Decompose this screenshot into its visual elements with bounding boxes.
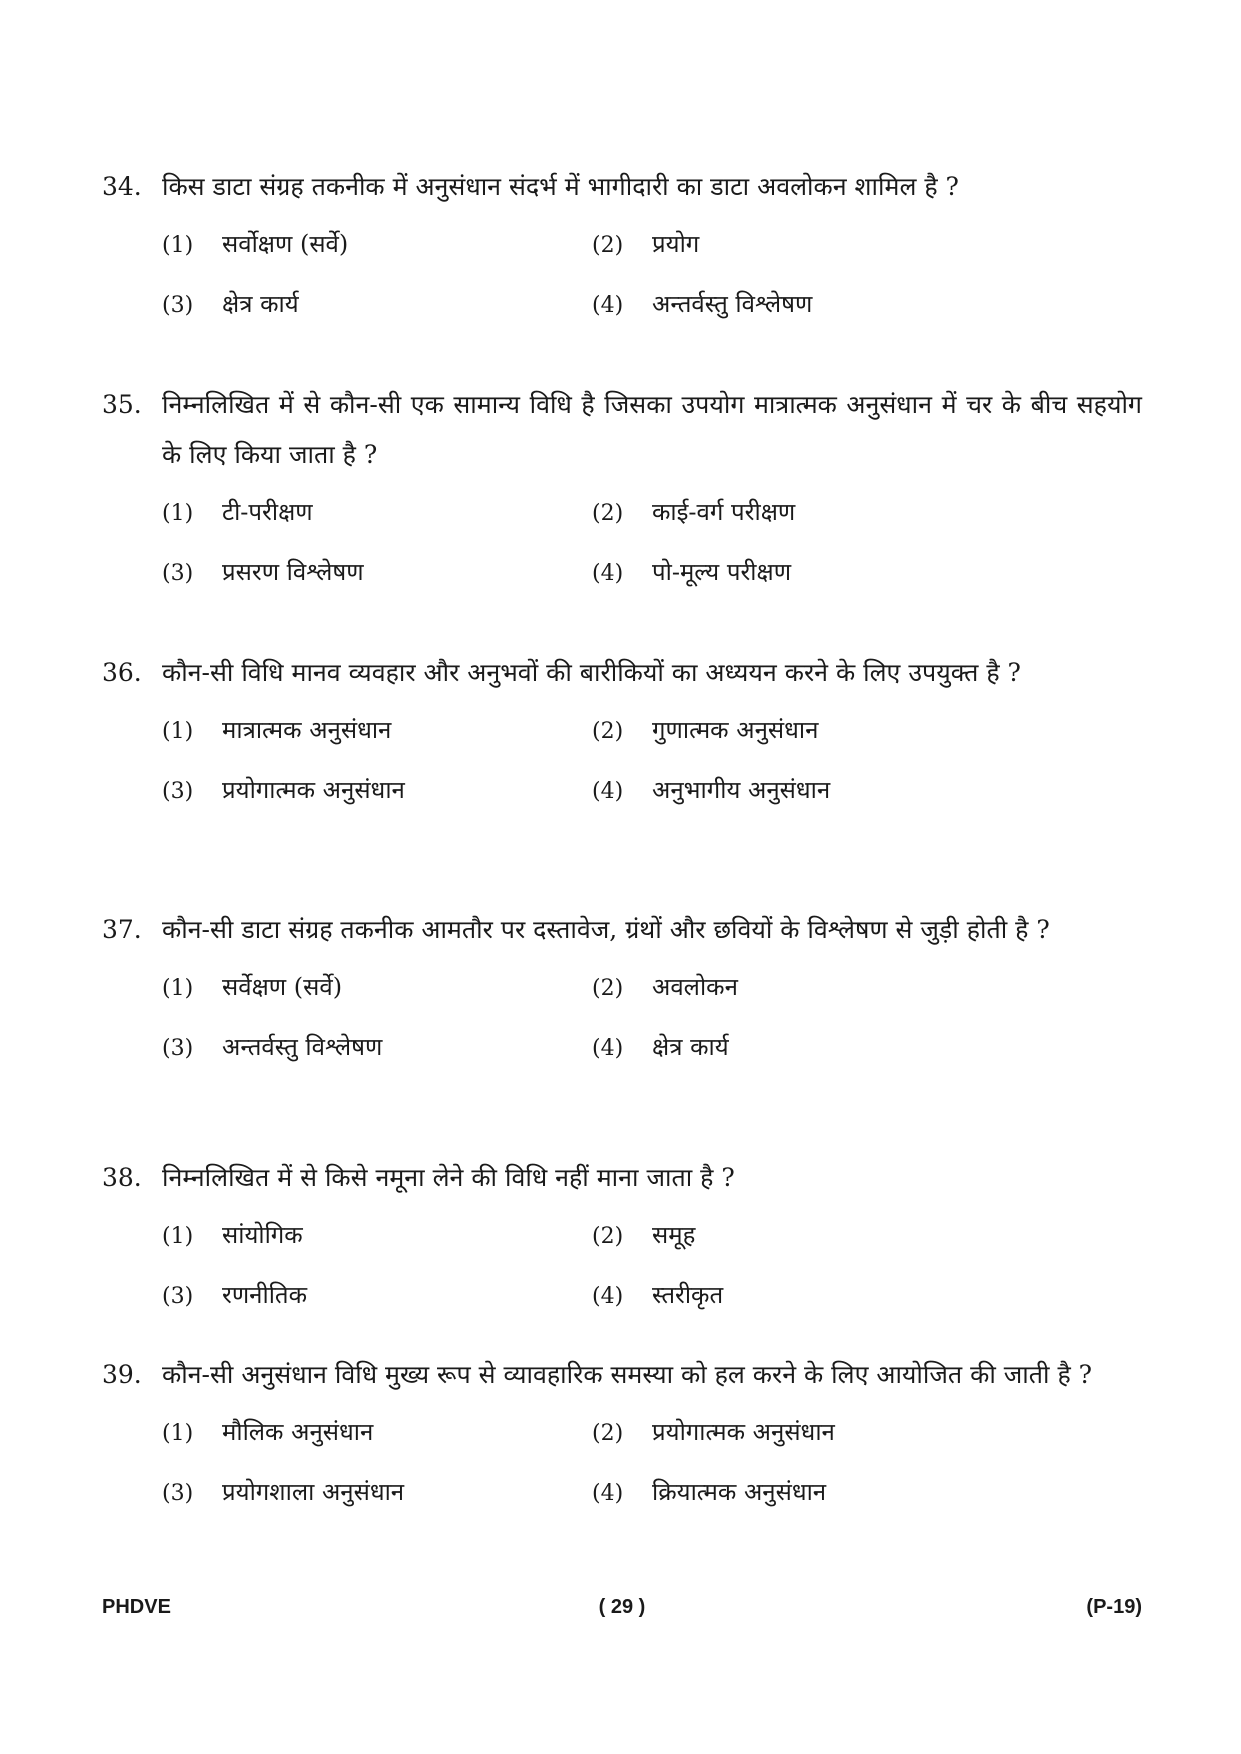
option-1 xyxy=(162,706,592,756)
option-number: (2) xyxy=(592,1224,624,1249)
option-text: गुणात्मक अनुसंधान xyxy=(652,716,819,744)
option-4 xyxy=(592,1023,1112,1073)
option-text: पो-मूल्य परीक्षण xyxy=(652,558,792,586)
option-text: सर्वोक्षण (सर्वे) xyxy=(222,230,349,258)
option-3 xyxy=(162,1468,592,1518)
option-text: अनुभागीय अनुसंधान xyxy=(652,776,831,804)
option-text: क्षेत्र कार्य xyxy=(222,290,299,318)
question-stem xyxy=(102,648,1142,698)
option-text: क्षेत्र कार्य xyxy=(652,1033,729,1061)
option-2 xyxy=(592,488,1112,538)
option-text: प्रयोग xyxy=(652,230,700,258)
footer-series: (P-19) xyxy=(1086,1596,1142,1618)
question-35 xyxy=(102,380,1142,598)
question-text: निम्नलिखित में से कौन-सी एक सामान्य विधि है जिसका उपयोग मात्रात्मक अनुसंधान में चर के बीच सहयोग के लिए किया जाता है ? xyxy=(162,390,1142,469)
question-38 xyxy=(102,1153,1142,1321)
option-number: (4) xyxy=(592,293,624,318)
option-number: (1) xyxy=(162,976,194,1001)
option-3 xyxy=(162,766,592,816)
option-text: रणनीतिक xyxy=(222,1281,308,1309)
option-4 xyxy=(592,548,1112,598)
option-3 xyxy=(162,1023,592,1073)
option-number: (1) xyxy=(162,501,194,526)
question-text: किस डाटा संग्रह तकनीक में अनुसंधान संदर्भ में भागीदारी का डाटा अवलोकन शामिल है ? xyxy=(162,172,959,201)
options-list xyxy=(102,220,1142,330)
question-number: 34. xyxy=(102,172,142,201)
question-number: 36. xyxy=(102,658,142,687)
question-stem xyxy=(102,1350,1142,1400)
question-34 xyxy=(102,162,1142,330)
option-number: (4) xyxy=(592,1481,624,1506)
option-1 xyxy=(162,488,592,538)
option-4 xyxy=(592,1271,1112,1321)
option-number: (3) xyxy=(162,1284,194,1309)
option-number: (4) xyxy=(592,779,624,804)
option-number: (4) xyxy=(592,1284,624,1309)
question-39 xyxy=(102,1350,1142,1518)
option-number: (2) xyxy=(592,1421,624,1446)
option-text: स्तरीकृत xyxy=(652,1281,724,1309)
option-number: (2) xyxy=(592,976,624,1001)
option-number: (1) xyxy=(162,1421,194,1446)
option-number: (1) xyxy=(162,1224,194,1249)
question-number: 35. xyxy=(102,390,142,419)
question-number: 38. xyxy=(102,1163,142,1192)
option-number: (1) xyxy=(162,719,194,744)
option-text: मात्रात्मक अनुसंधान xyxy=(222,716,392,744)
options-list xyxy=(102,963,1142,1073)
option-2 xyxy=(592,963,1112,1013)
page-footer xyxy=(102,1596,1142,1626)
option-4 xyxy=(592,766,1112,816)
options-list xyxy=(102,706,1142,816)
option-2 xyxy=(592,1408,1112,1458)
option-2 xyxy=(592,1211,1112,1261)
question-number: 37. xyxy=(102,915,142,944)
option-4 xyxy=(592,280,1112,330)
option-number: (3) xyxy=(162,1481,194,1506)
question-text: कौन-सी अनुसंधान विधि मुख्य रूप से व्यावहारिक समस्या को हल करने के लिए आयोजित की जाती है ? xyxy=(162,1360,1093,1389)
option-1 xyxy=(162,1211,592,1261)
question-37 xyxy=(102,905,1142,1073)
option-text: क्रियात्मक अनुसंधान xyxy=(652,1478,827,1506)
question-text: कौन-सी डाटा संग्रह तकनीक आमतौर पर दस्तावेज, ग्रंथों और छवियों के विश्लेषण से जुड़ी होती है ? xyxy=(162,915,1050,944)
option-number: (2) xyxy=(592,719,624,744)
question-text: निम्नलिखित में से किसे नमूना लेने की विधि नहीं माना जाता है ? xyxy=(162,1163,735,1192)
option-number: (4) xyxy=(592,561,624,586)
option-3 xyxy=(162,280,592,330)
option-text: प्रयोगशाला अनुसंधान xyxy=(222,1478,405,1506)
option-2 xyxy=(592,220,1112,270)
option-text: समूह xyxy=(652,1221,696,1249)
option-number: (4) xyxy=(592,1036,624,1061)
options-list xyxy=(102,1408,1142,1518)
question-text: कौन-सी विधि मानव व्यवहार और अनुभवों की बारीकियों का अध्ययन करने के लिए उपयुक्त है ? xyxy=(162,658,1021,687)
option-1 xyxy=(162,220,592,270)
option-text: काई-वर्ग परीक्षण xyxy=(652,498,796,526)
option-text: अन्तर्वस्तु विश्लेषण xyxy=(652,290,813,318)
option-number: (2) xyxy=(592,233,624,258)
option-text: टी-परीक्षण xyxy=(222,498,313,526)
page-number: ( 29 ) xyxy=(598,1596,646,1618)
option-text: प्रसरण विश्लेषण xyxy=(222,558,364,586)
question-stem xyxy=(102,905,1142,955)
option-text: अवलोकन xyxy=(652,973,738,1001)
question-stem xyxy=(102,162,1142,212)
footer-code: PHDVE xyxy=(102,1596,171,1618)
option-text: सर्वेक्षण (सर्वे) xyxy=(222,973,343,1001)
option-number: (3) xyxy=(162,561,194,586)
option-number: (1) xyxy=(162,233,194,258)
option-1 xyxy=(162,1408,592,1458)
option-text: सांयोगिक xyxy=(222,1221,303,1249)
option-number: (3) xyxy=(162,779,194,804)
options-list xyxy=(102,1211,1142,1321)
option-2 xyxy=(592,706,1112,756)
option-4 xyxy=(592,1468,1112,1518)
option-1 xyxy=(162,963,592,1013)
option-number: (3) xyxy=(162,293,194,318)
question-36 xyxy=(102,648,1142,816)
options-list xyxy=(102,488,1142,598)
option-text: मौलिक अनुसंधान xyxy=(222,1418,374,1446)
question-number: 39. xyxy=(102,1360,142,1389)
question-stem xyxy=(102,380,1142,480)
option-text: प्रयोगात्मक अनुसंधान xyxy=(652,1418,835,1446)
option-number: (3) xyxy=(162,1036,194,1061)
option-3 xyxy=(162,548,592,598)
question-stem xyxy=(102,1153,1142,1203)
option-text: प्रयोगात्मक अनुसंधान xyxy=(222,776,405,804)
option-3 xyxy=(162,1271,592,1321)
option-number: (2) xyxy=(592,501,624,526)
option-text: अन्तर्वस्तु विश्लेषण xyxy=(222,1033,383,1061)
